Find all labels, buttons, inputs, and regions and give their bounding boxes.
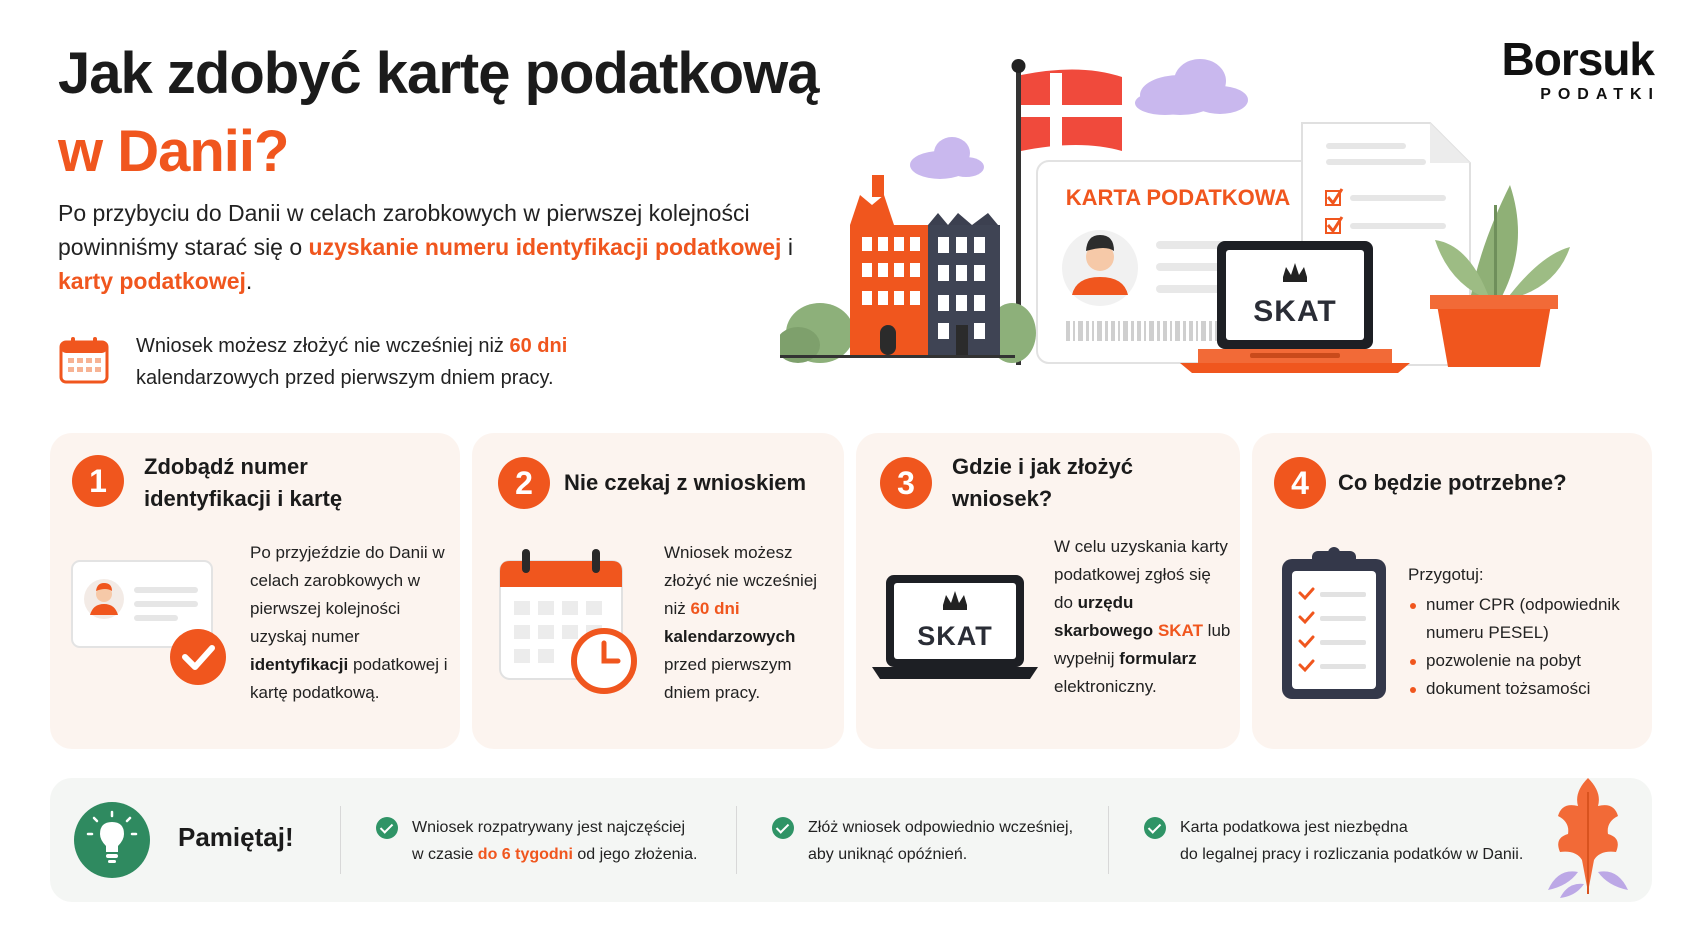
page-title-highlight: w Danii? xyxy=(58,119,289,184)
requirements-intro: Przygotuj: xyxy=(1408,565,1484,584)
step-number-badge: 2 xyxy=(498,457,550,509)
step-card-3 xyxy=(856,433,1240,749)
check-circle-icon xyxy=(772,817,794,839)
deadline-highlight: 60 dni xyxy=(509,335,568,357)
tip-1: Wniosek rozpatrywany jest najczęściej w czasie do 6 tygodni od jego złożenia. xyxy=(412,814,712,868)
step-card-1 xyxy=(50,433,460,749)
divider xyxy=(340,806,341,874)
intro-text: Po przybyciu do Danii w celach zarobkowych w pierwszej kolejności powinniśmy starać się o uzyskanie numeru identyfikacji podatkowej i karty podatkowej. xyxy=(58,200,793,294)
laptop-brand-label: SKAT xyxy=(917,621,993,651)
step-text: Wniosek możesz złożyć nie wcześniej niż 60 dni kalendarzowych przed pierwszym dniem pracy. xyxy=(664,543,818,702)
brand-name: Borsuk xyxy=(1501,33,1654,85)
step-title: Gdzie i jak złożyć wniosek? xyxy=(952,454,1133,511)
remember-bar xyxy=(50,778,1652,902)
check-circle-icon xyxy=(376,817,398,839)
intro-highlight-tax-number: uzyskanie numeru identyfikacji podatkowej xyxy=(308,234,782,260)
laptop-brand-label: SKAT xyxy=(1253,295,1337,328)
list-item: numer CPR (odpowiednik numeru PESEL) xyxy=(1408,591,1648,647)
step-number-badge: 4 xyxy=(1274,457,1326,509)
deadline-note-text: Wniosek możesz złożyć nie wcześniej niż 60 dni kalendarzowych przed pierwszym dniem pracy. xyxy=(136,335,568,389)
hero-illustration xyxy=(780,55,1660,405)
step-number-badge: 3 xyxy=(880,457,932,509)
deadline-note xyxy=(58,330,778,400)
tip-3: Karta podatkowa jest niezbędna do legalnej pracy i rozliczania podatków w Danii. xyxy=(1180,814,1540,868)
step-text: W celu uzyskania karty podatkowej zgłoś się do urzędu skarbowego SKAT lub wypełnij formularz elektroniczny. xyxy=(1054,537,1231,696)
step-card-2 xyxy=(472,433,844,749)
step-card-4 xyxy=(1252,433,1652,749)
step-title: Zdobądź numer identyfikacji i kartę xyxy=(144,454,343,511)
cloud-icon xyxy=(910,137,984,179)
lightbulb-icon xyxy=(74,802,150,878)
tip-highlight: do 6 tygodni xyxy=(477,846,573,863)
step-highlight: 60 dni xyxy=(690,599,740,618)
laptop-icon xyxy=(872,573,1038,683)
list-item: pozwolenie na pobyt xyxy=(1408,647,1648,675)
calendar-icon xyxy=(58,334,110,386)
check-circle-icon xyxy=(1144,817,1166,839)
tax-card-title: KARTA PODATKOWA xyxy=(1065,185,1291,210)
step-title: Nie czekaj z wnioskiem xyxy=(564,470,807,495)
list-item: dokument tożsamości xyxy=(1408,675,1648,703)
cloud-icon xyxy=(1135,59,1248,115)
clipboard-checklist-icon xyxy=(1278,545,1390,703)
remember-label: Pamiętaj! xyxy=(178,822,294,852)
tip-2: Złóż wniosek odpowiednio wcześniej, aby uniknąć opóźnień. xyxy=(808,814,1098,868)
brand-subtitle: PODATKI xyxy=(1540,86,1660,103)
calendar-clock-icon xyxy=(496,547,646,697)
step-highlight: SKAT xyxy=(1157,621,1203,640)
check-icon xyxy=(168,627,228,687)
page-title: Jak zdobyć kartę podatkową xyxy=(58,41,819,106)
divider xyxy=(1108,806,1109,874)
divider xyxy=(736,806,737,874)
leaf-decoration-icon xyxy=(1538,772,1638,902)
step-requirements xyxy=(1408,561,1648,703)
step-text: Po przyjeździe do Danii w celach zarobkowych w pierwszej kolejności uzyskaj numer identyfikacji podatkowej i kartę podatkową. xyxy=(250,543,448,702)
step-number-badge: 1 xyxy=(72,455,124,507)
step-title: Co będzie potrzebne? xyxy=(1338,470,1567,495)
intro-highlight-tax-card: karty podatkowej xyxy=(58,268,246,294)
